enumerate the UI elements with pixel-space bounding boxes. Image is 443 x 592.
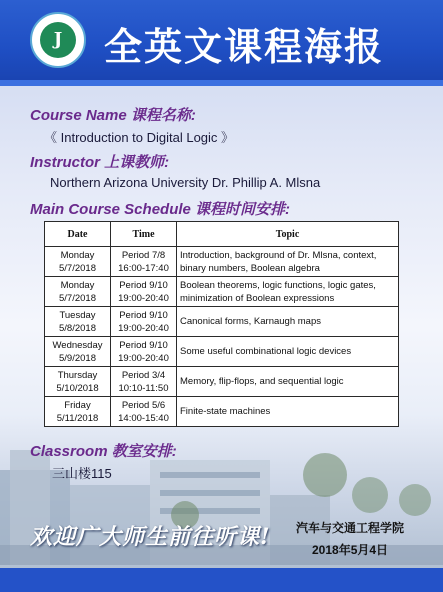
footer-band bbox=[0, 568, 443, 592]
time-cell bbox=[111, 277, 177, 307]
instructor-value: Northern Arizona University Dr. Phillip A. Mlsna bbox=[50, 175, 321, 190]
weekday: Monday bbox=[60, 279, 95, 291]
time-range: 19:00-20:40 bbox=[118, 322, 169, 334]
date-cell bbox=[45, 277, 111, 307]
calendar-date: 5/8/2018 bbox=[59, 322, 96, 334]
schedule-heading: Main Course Schedule 课程时间安排: bbox=[30, 201, 291, 218]
course-name-heading: Course Name 课程名称: bbox=[30, 107, 196, 124]
weekday: Wednesday bbox=[52, 339, 103, 351]
table-row bbox=[45, 277, 399, 307]
topic-cell: Memory, flip-flops, and sequential logic bbox=[177, 367, 399, 397]
table-row bbox=[45, 337, 399, 367]
date-cell bbox=[45, 367, 111, 397]
poster-title: 全英文课程海报 bbox=[104, 25, 385, 69]
table-row bbox=[45, 307, 399, 337]
calendar-date: 5/11/2018 bbox=[56, 412, 99, 424]
date-cell bbox=[45, 337, 111, 367]
welcome-slogan: 欢迎广大师生前往听课! bbox=[30, 524, 271, 550]
table-row bbox=[45, 247, 399, 277]
table-row bbox=[45, 367, 399, 397]
column-header-date: Date bbox=[45, 222, 111, 247]
date-cell bbox=[45, 307, 111, 337]
date-cell bbox=[45, 397, 111, 427]
time-cell bbox=[111, 307, 177, 337]
time-range: 19:00-20:40 bbox=[118, 292, 169, 304]
time-cell bbox=[111, 247, 177, 277]
poster-date: 2018年5月4日 bbox=[312, 543, 389, 557]
weekday: Friday bbox=[64, 399, 91, 411]
period: Period 9/10 bbox=[119, 339, 168, 351]
table-row bbox=[45, 397, 399, 427]
topic-cell: Introduction, background of Dr. Mlsna, context, binary numbers, Boolean algebra bbox=[177, 247, 399, 277]
logo-emblem bbox=[40, 22, 76, 58]
topic-cell: Some useful combinational logic devices bbox=[177, 337, 399, 367]
calendar-date: 5/7/2018 bbox=[59, 292, 96, 304]
logo-letter: J bbox=[53, 29, 63, 50]
weekday: Monday bbox=[60, 249, 95, 261]
header-divider bbox=[0, 80, 443, 86]
period: Period 9/10 bbox=[119, 309, 168, 321]
schedule-header-row bbox=[45, 222, 399, 247]
classroom-heading: Classroom 教室安排: bbox=[30, 443, 177, 460]
column-header-time: Time bbox=[111, 222, 177, 247]
schedule-table bbox=[44, 221, 399, 427]
calendar-date: 5/10/2018 bbox=[56, 382, 99, 394]
column-header-topic: Topic bbox=[177, 222, 399, 247]
period: Period 3/4 bbox=[121, 369, 166, 381]
weekday: Thursday bbox=[57, 369, 98, 381]
time-range: 10:10-11:50 bbox=[118, 382, 169, 394]
university-logo bbox=[30, 12, 86, 68]
classroom-value: 三山楼115 bbox=[52, 466, 112, 481]
time-cell bbox=[111, 337, 177, 367]
time-range: 14:00-15:40 bbox=[118, 412, 169, 424]
time-range: 19:00-20:40 bbox=[118, 352, 169, 364]
time-cell bbox=[111, 367, 177, 397]
period: Period 7/8 bbox=[121, 249, 166, 261]
calendar-date: 5/7/2018 bbox=[59, 262, 96, 274]
topic-cell: Canonical forms, Karnaugh maps bbox=[177, 307, 399, 337]
weekday: Tuesday bbox=[59, 309, 96, 321]
course-name-value: 《 Introduction to Digital Logic 》 bbox=[44, 130, 235, 145]
instructor-heading: Instructor 上课教师: bbox=[30, 154, 170, 171]
topic-cell: Finite-state machines bbox=[177, 397, 399, 427]
period: Period 9/10 bbox=[119, 279, 168, 291]
header-banner bbox=[0, 0, 443, 80]
time-cell bbox=[111, 397, 177, 427]
college-name: 汽车与交通工程学院 bbox=[296, 521, 405, 535]
date-cell bbox=[45, 247, 111, 277]
period: Period 5/6 bbox=[121, 399, 166, 411]
time-range: 16:00-17:40 bbox=[118, 262, 169, 274]
calendar-date: 5/9/2018 bbox=[59, 352, 96, 364]
topic-cell: Boolean theorems, logic functions, logic gates, minimization of Boolean expressions bbox=[177, 277, 399, 307]
